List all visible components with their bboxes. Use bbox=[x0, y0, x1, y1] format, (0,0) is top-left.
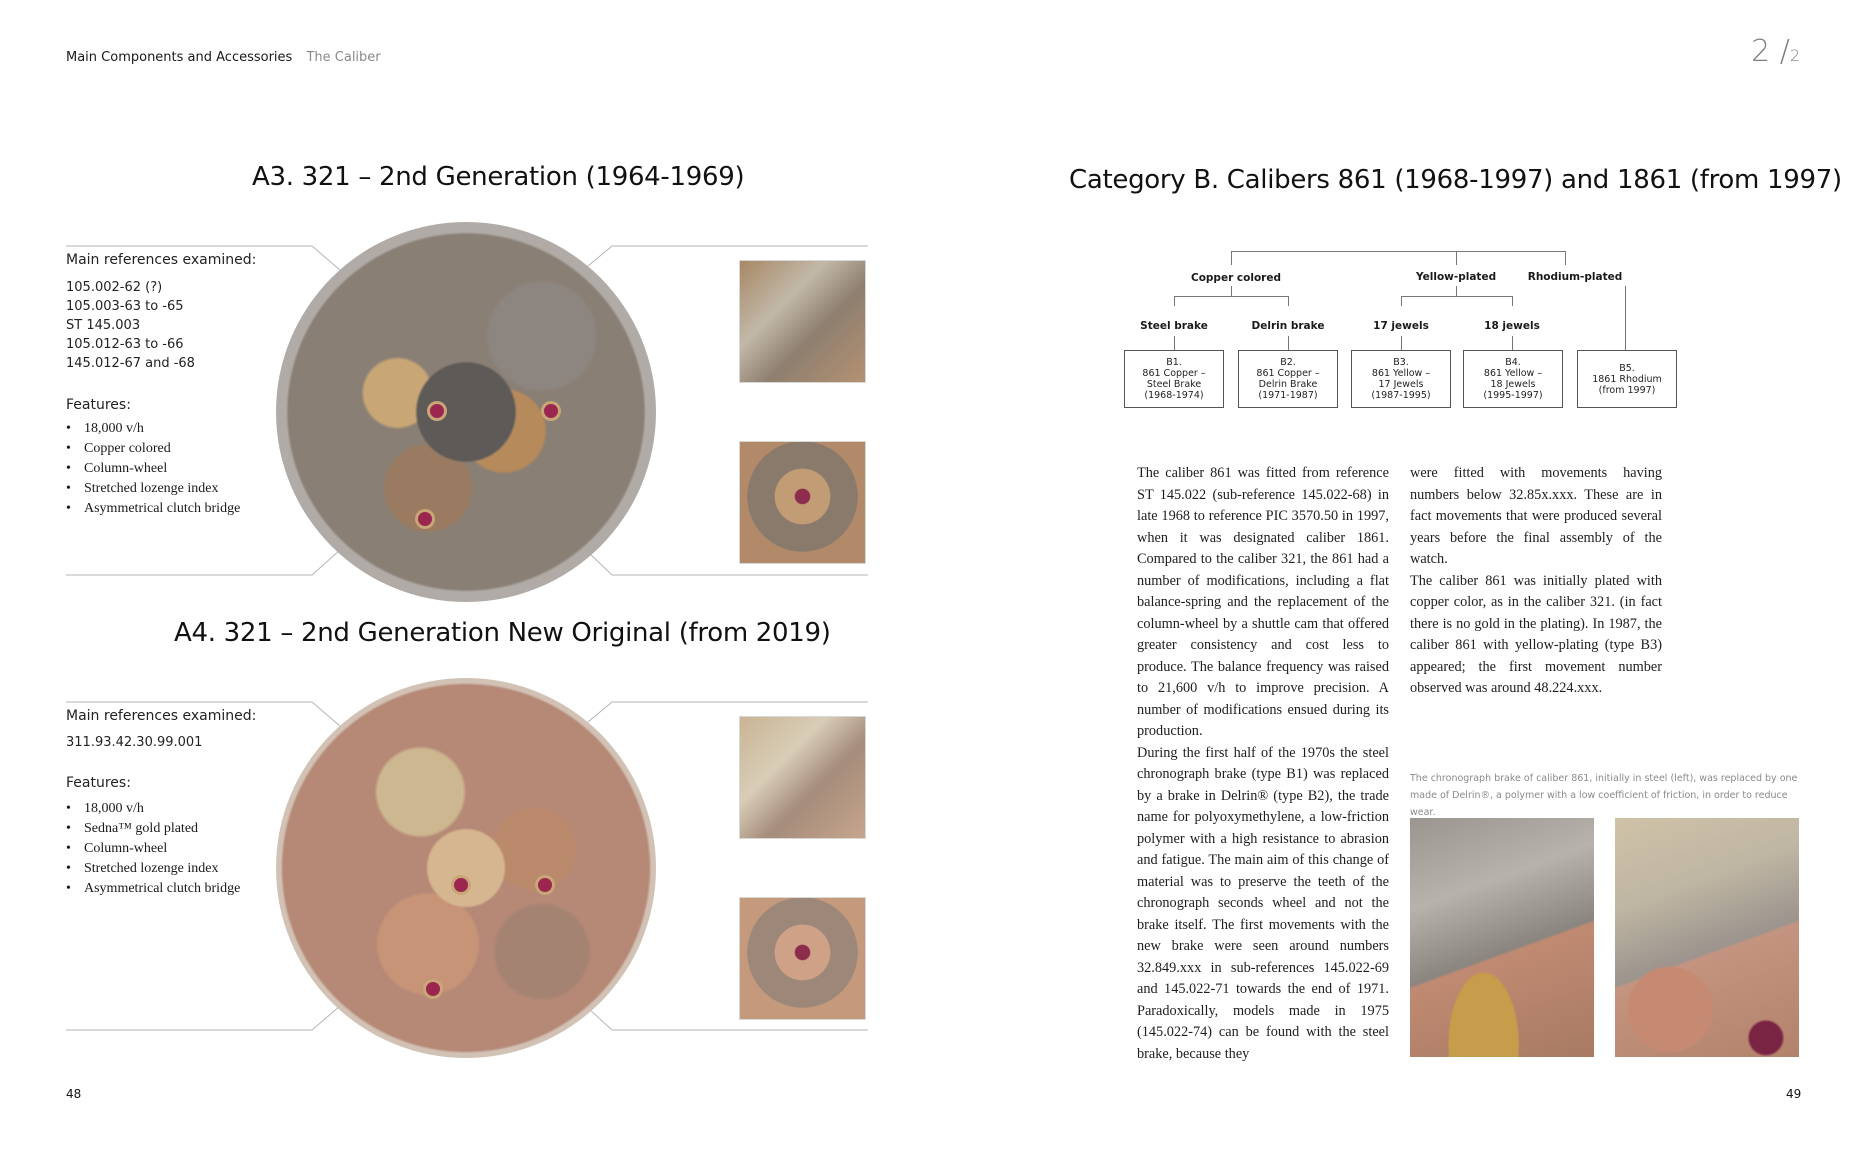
jewel-icon bbox=[426, 982, 440, 996]
tree-sub-delrin-brake: Delrin brake bbox=[1251, 320, 1325, 332]
jewel-icon bbox=[544, 404, 558, 418]
photo-caption: The chronograph brake of caliber 861, initially in steel (left), was replaced by one made of Delrin®, a polymer with a low coefficient of friction, in order to reduce wear. bbox=[1410, 773, 1798, 818]
a4-feature: • 18,000 v/h bbox=[66, 799, 240, 819]
a4-detail-photo-index bbox=[739, 897, 866, 1020]
jewel-icon bbox=[430, 404, 444, 418]
a3-detail-photo-bridge bbox=[739, 260, 866, 383]
tree-group-copper: Copper colored bbox=[1191, 272, 1281, 284]
a3-feature: • Copper colored bbox=[66, 439, 240, 459]
page-number-right: 49 bbox=[1786, 1087, 1802, 1101]
a3-feature: • Column-wheel bbox=[66, 459, 240, 479]
body-paragraph: were fitted with movements having numbers below 32.85x.xxx. These are in fact movements that were produced several years before the final assembly of the watch. bbox=[1410, 465, 1662, 567]
header-subsection: The Caliber bbox=[306, 50, 381, 65]
brake-photo-steel bbox=[1410, 818, 1594, 1057]
tree-group-rhodium: Rhodium-plated bbox=[1527, 271, 1623, 283]
a4-feature: • Stretched lozenge index bbox=[66, 859, 240, 879]
section-title-category-b: Category B. Calibers 861 (1968-1997) and 1861 (from 1997) bbox=[1069, 165, 1842, 195]
body-column-1 bbox=[1137, 463, 1389, 1065]
tree-leaf-b5: B5. 1861 Rhodium (from 1997) bbox=[1577, 350, 1677, 408]
a3-movement-photo bbox=[276, 222, 656, 602]
page-marker bbox=[1751, 34, 1800, 69]
running-header bbox=[66, 50, 381, 65]
section-title-a3: A3. 321 – 2nd Generation (1964-1969) bbox=[252, 162, 745, 192]
a3-detail-photo-index bbox=[739, 441, 866, 564]
tree-leaf-b2: B2. 861 Copper – Delrin Brake (1971-1987) bbox=[1238, 350, 1338, 408]
body-paragraph: During the first half of the 1970s the steel chronograph brake (type B1) was replaced by a brake in Delrin® (type B2), the trade name for polyoxymethylene, a low-friction polymer with a high resistance to abrasion and fatigue. The main aim of this change of material was to preserve the teeth of the chronograph seconds wheel and not the brake itself. The first movements with the new brake were seen around numbers 32.849.xxx in sub-references 145.022-69 and 145.022-71 towards the end of 1971. Paradoxically, models made in 1975 (145.022-74) can be found with the steel brake, because they bbox=[1137, 744, 1389, 1062]
a4-refs-label: Main references examined: bbox=[66, 708, 257, 724]
a4-movement-photo bbox=[276, 678, 656, 1058]
tree-sub-steel-brake: Steel brake bbox=[1140, 320, 1208, 332]
page-marker-total: 2 bbox=[1789, 46, 1800, 65]
jewel-icon bbox=[418, 512, 432, 526]
brake-photo-delrin bbox=[1615, 818, 1799, 1057]
a3-feature: • 18,000 v/h bbox=[66, 419, 240, 439]
jewel-icon bbox=[538, 878, 552, 892]
tree-leaf-b4: B4. 861 Yellow – 18 Jewels (1995-1997) bbox=[1463, 350, 1563, 408]
a4-feature: • Sedna™ gold plated bbox=[66, 819, 240, 839]
page-marker-current: 2 / bbox=[1751, 34, 1790, 69]
a3-feature: • Stretched lozenge index bbox=[66, 479, 240, 499]
a3-ref: 105.002-62 (?) bbox=[66, 280, 163, 295]
a4-feature: • Column-wheel bbox=[66, 839, 240, 859]
tree-group-yellow: Yellow-plated bbox=[1416, 271, 1497, 283]
a3-ref: ST 145.003 bbox=[66, 318, 141, 333]
header-section: Main Components and Accessories bbox=[66, 50, 293, 65]
tree-leaf-b1: B1. 861 Copper – Steel Brake (1968-1974) bbox=[1124, 350, 1224, 408]
body-paragraph: The caliber 861 was initially plated with copper color, as in the caliber 321. (in fact there is no gold in the plating). In 1987, the caliber 861 with yellow-plating (type B3) appeared; the first movement number observed was around 48.224.xxx. bbox=[1410, 572, 1662, 696]
body-paragraph: The caliber 861 was fitted from reference ST 145.022 (sub-reference 145.022-68) in late 1968 to reference PIC 3570.50 in 1997, when it was designated caliber 1861. Compared to the caliber 321, the 861 had a number of modifications, including a flat balance-spring and the replacement of the column-wheel by a shuttle cam that offered greater consistency and cost less to produce. The balance frequency was raised to 21,600 v/h to improve precision. A number of modifications ensued during its production. bbox=[1137, 465, 1389, 739]
a3-ref: 145.012-67 and -68 bbox=[66, 356, 195, 371]
tree-sub-17-jewels: 17 jewels bbox=[1373, 320, 1429, 332]
a3-feature: • Asymmetrical clutch bridge bbox=[66, 499, 240, 519]
page-number-left: 48 bbox=[66, 1087, 82, 1101]
a3-refs-label: Main references examined: bbox=[66, 252, 257, 268]
a4-ref: 311.93.42.30.99.001 bbox=[66, 735, 203, 750]
tree-sub-18-jewels: 18 jewels bbox=[1484, 320, 1540, 332]
caliber-tree-diagram bbox=[1120, 248, 1700, 418]
jewel-icon bbox=[454, 878, 468, 892]
a4-feature: • Asymmetrical clutch bridge bbox=[66, 879, 240, 899]
a3-features-label: Features: bbox=[66, 397, 131, 413]
tree-leaf-b3: B3. 861 Yellow – 17 Jewels (1987-1995) bbox=[1351, 350, 1451, 408]
a4-detail-photo-bridge bbox=[739, 716, 866, 839]
body-column-2 bbox=[1410, 463, 1662, 700]
a3-ref: 105.012-63 to -66 bbox=[66, 337, 184, 352]
a3-ref: 105.003-63 to -65 bbox=[66, 299, 184, 314]
section-title-a4: A4. 321 – 2nd Generation New Original (from 2019) bbox=[174, 618, 831, 648]
a4-features-label: Features: bbox=[66, 775, 131, 791]
